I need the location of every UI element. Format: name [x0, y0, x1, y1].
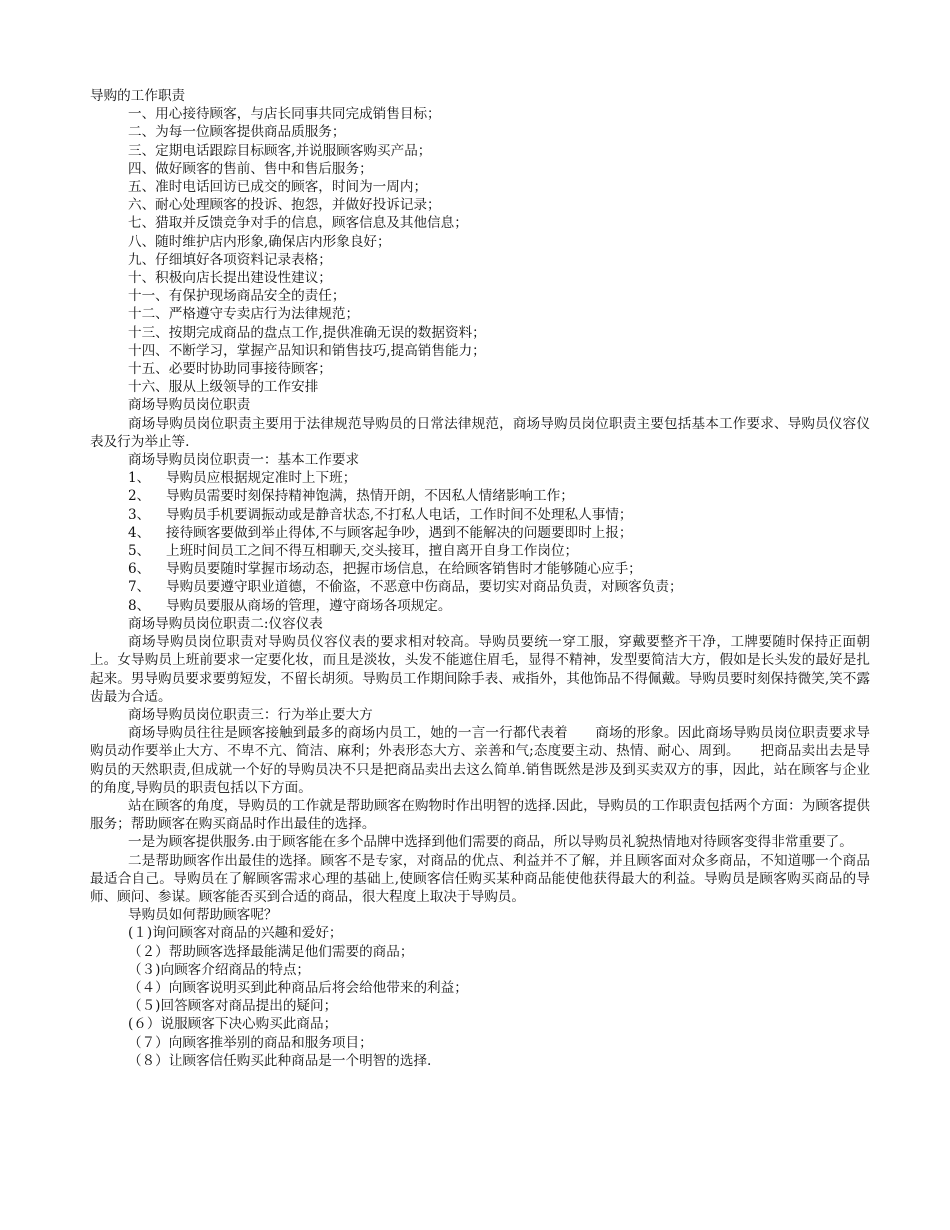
basic-item-number: 5、: [128, 543, 151, 560]
duty-item: 十、积极向店长提出建设性建议；: [128, 270, 332, 287]
appearance-heading: 商场导购员岗位职责二:仪容仪表: [128, 615, 323, 632]
basic-item: [90, 578, 870, 596]
document-body: [90, 87, 870, 1070]
basic-item-number: 3、: [128, 506, 151, 523]
duty-item: 十一、有保护现场商品安全的责任；: [128, 288, 346, 305]
help-item: （３)向顾客介绍商品的特点；: [128, 961, 311, 978]
help-list: [90, 924, 870, 1070]
basic-item: [90, 487, 870, 505]
behavior-paragraph: 商场导购员往往是顾客接触到最多的商场内员工，她的一言一行都代表着 商场的形象。因此商场导购员岗位职责要求导购员动作要举止大方、不卑不亢、简洁、麻利；外表形态大方、亲善和气;态度要主动、热情、耐心、周到。 把商品卖出去是导购员的天然职责,但成就一个好的导购员决不只是把商品卖出去这么简单.销售既然是涉及到买卖双方的事，因此，站在顾客与企业的角度,导购员的职责包括以下方面。: [90, 725, 870, 796]
basic-item-number: 8、: [128, 597, 151, 614]
help-item: (１)询问顾客对商品的兴趣和爱好；: [128, 925, 343, 942]
duty-item: 七、猎取并反馈竞争对手的信息，顾客信息及其他信息；: [128, 215, 468, 232]
basic-requirements-heading: 商场导购员岗位职责一：基本工作要求: [128, 452, 360, 469]
basic-item: [90, 469, 870, 487]
section-intro: 商场导购员岗位职责主要用于法律规范导购员的日常法律规范，商场导购员岗位职责主要包括基本工作要求、导购员仪容仪表及行为举止等.: [90, 415, 870, 450]
duty-item: 八、随时维护店内形象,确保店内形象良好；: [128, 233, 391, 250]
section-heading: 商场导购员岗位职责: [128, 397, 251, 414]
basic-item-number: 1、: [128, 470, 151, 487]
customer-perspective-paragraph: 站在顾客的角度，导购员的工作就是帮助顾客在购物时作出明智的选择.因此，导购员的工作职责包括两个方面：为顾客提供服务；帮助顾客在购买商品时作出最佳的选择。: [90, 797, 870, 833]
duty-item: 五、准时电话回访已成交的顾客，时间为一周内；: [128, 179, 428, 196]
duty-list: [90, 105, 870, 396]
duty-item: 一、用心接待顾客，与店长同事共同完成销售目标；: [128, 106, 441, 123]
duty-item: 九、仔细填好各项资料记录表格；: [128, 251, 332, 268]
basic-item-text: 导购员手机要调振动或是静音状态,不打私人电话，工作时间不处理私人事情；: [166, 506, 633, 523]
duty-item: 十六、服从上级领导的工作安排: [128, 379, 319, 396]
help-item: （５)回答顾客对商品提出的疑问；: [128, 998, 338, 1015]
help-item: （８）让顾客信任购买此种商品是一个明智的选择.: [128, 1052, 432, 1069]
duty-item: 十四、不断学习，掌握产品知识和销售技巧,提高销售能力；: [128, 342, 486, 359]
basic-item-number: 6、: [128, 561, 151, 578]
basic-item-number: 2、: [128, 488, 151, 505]
basic-item-text: 导购员需要时刻保持精神饱满，热情开朗，不因私人情绪影响工作；: [166, 488, 574, 505]
duty-item: 三、定期电话跟踪目标顾客,并说服顾客购买产品；: [128, 142, 432, 159]
duty-item: 六、耐心处理顾客的投诉、抱怨，并做好投诉记录；: [128, 197, 441, 214]
appearance-paragraph: 商场导购员岗位职责对导购员仪容仪表的要求相对较高。导购员要统一穿工服，穿戴要整齐干净，工牌要随时保持正面朝上。女导购员上班前要求一定要化妆，而且是淡妆，头发不能遮住眉毛，显得不精神，发型要简洁大方，假如是长头发的最好是扎起来。男导购员要求要剪短发，不留长胡须。导购员工作期间除手表、戒指外，其他饰品不得佩戴。导购员要时刻保持微笑,笑不露齿最为合适。: [90, 634, 870, 705]
duty-item: 十三、按期完成商品的盘点工作,提供准确无误的数据资料；: [128, 324, 486, 341]
basic-item-text: 上班时间员工之间不得互相聊天,交头接耳，擅自离开自身工作岗位；: [166, 543, 579, 560]
help-item: （２）帮助顾客选择最能满足他们需要的商品；: [128, 943, 414, 960]
basic-requirements-list: [90, 469, 870, 615]
behavior-heading: 商场导购员岗位职责三：行为举止要大方: [128, 706, 373, 723]
help-item: （７）向顾客推举别的商品和服务项目；: [128, 1034, 373, 1051]
help-heading: 导购员如何帮助顾客呢？: [128, 907, 278, 924]
basic-item-number: 4、: [128, 524, 151, 541]
duty-item: 四、做好顾客的售前、售中和售后服务；: [128, 160, 373, 177]
help-item: （４）向顾客说明买到此种商品后将会给他带来的利益；: [128, 979, 468, 996]
basic-item: [90, 506, 870, 524]
provide-service-paragraph: 一是为顾客提供服务.由于顾客能在多个品牌中选择到他们需要的商品，所以导购员礼貌热情地对待顾客变得非常重要了。: [128, 834, 853, 851]
document-title: 导购的工作职责: [90, 88, 186, 104]
basic-item-number: 7、: [128, 579, 151, 596]
basic-item-text: 导购员要随时掌握市场动态，把握市场信息，在给顾客销售时才能够随心应手；: [166, 561, 642, 578]
basic-item: [90, 597, 870, 615]
basic-item-text: 接待顾客要做到举止得体,不与顾客起争吵，遇到不能解决的问题要即时上报；: [166, 524, 633, 541]
basic-item-text: 导购员要遵守职业道德，不偷盗，不恶意中伤商品，要切实对商品负责，对顾客负责；: [166, 579, 683, 596]
basic-item-text: 导购员应根据规定准时上下班；: [166, 470, 357, 487]
basic-item: [90, 542, 870, 560]
duty-item: 二、为每一位顾客提供商品质服务；: [128, 124, 346, 141]
help-item: (６）说服顾客下决心购买此商品；: [128, 1016, 338, 1033]
best-choice-paragraph: 二是帮助顾客作出最佳的选择。顾客不是专家，对商品的优点、利益并不了解，并且顾客面对众多商品，不知道哪一个商品最适合自己。导购员在了解顾客需求心理的基础上,使顾客信任购买某种商品能使他获得最大的利益。导购员是顾客购买商品的导师、顾问、参谋。顾客能否买到合适的商品，很大程度上取决于导购员。: [90, 852, 870, 905]
duty-item: 十五、必要时协助同事接待顾客；: [128, 361, 332, 378]
basic-item: [90, 560, 870, 578]
basic-item: [90, 524, 870, 542]
basic-item-text: 导购员要服从商场的管理，遵守商场各项规定。: [166, 597, 452, 614]
duty-item: 十二、严格遵守专卖店行为法律规范；: [128, 306, 360, 323]
